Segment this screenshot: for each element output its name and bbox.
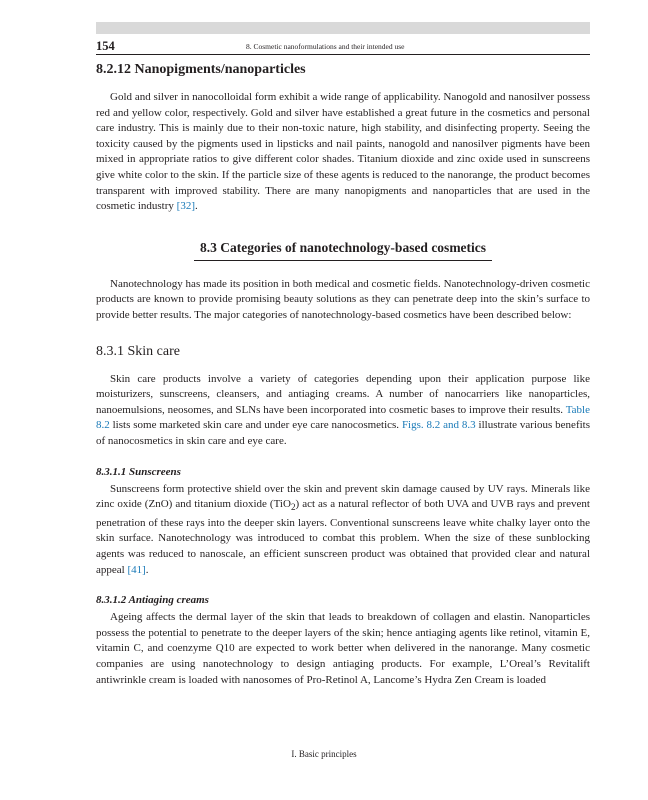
- section-title-8-2-12: 8.2.12 Nanopigments/nanoparticles: [96, 62, 306, 77]
- spacer: [96, 450, 590, 466]
- paragraph-antiaging: Ageing affects the dermal layer of the skin that leads to breakdown of collagen and elastin. Nanoparticles possess the potential to penetrate to the deeper layers of the skin; hence antiaging agents like retinol, vitamin E, vitamin C, and coenzyme Q10 are expected to work better when delivered in the nanorange. Many cosmetic companies are using nanotechnology to design antiaging products. For example, L’Oreal’s Revitalift antiwrinkle cream is loaded with nanosomes of Pro-Retinol A, Lancome’s Hydra Zen Cream is loaded: [96, 611, 590, 686]
- citation-link[interactable]: [32]: [176, 200, 195, 213]
- spacer: [96, 578, 590, 594]
- paragraph-sunscreens: Sunscreens form protective shield over the skin and prevent skin damage caused by UV rays. Minerals like zinc oxide (ZnO) and titanium dioxide (TiO$_2$) act as a natural reflector of both UVA and UVB rays and prevent penetration of these rays into the deeper skin layers. Conventional sunscreens leave white chalky layer onto the skin surface. Nanotechnology was introduced to combat this problem. When the size of these sunblocking agents was reduced to nanoscale, an efficient sunscreen product was obtained that provided clear and natural appeal [41].: [96, 482, 590, 576]
- running-header: [96, 38, 590, 55]
- page-body: [96, 62, 590, 688]
- paragraph-categories: Nanotechnology has made its position in both medical and cosmetic fields. Nanotechnology-driven cosmetic products are known to provide promising beauty solutions as they can penetrate deep into the skin’s surface to provide better results. The major categories of nanotechnology-based cosmetics have been described below:: [96, 277, 590, 321]
- citation-link[interactable]: [41]: [127, 563, 146, 576]
- section-heading-8-3-wrap: [96, 239, 590, 261]
- section-heading-8-3: 8.3 Categories of nanotechnology-based cosmetics: [194, 240, 492, 261]
- paragraph-nanopigments: Gold and silver in nanocolloidal form exhibit a wide range of applicability. Nanogold and nanosilver possess red and yellow color, respectively. Gold and silver have established a great future in the cosmetics and personal care industry. This is mainly due to their non-toxic nature, high stability, and disinfecting property. Seeing the toxicity caused by the pigments used in lipsticks and nail paints, nanogold and nanosilver pigments have been mixed in appropriate ratios to give different color shades. Titanium dioxide and zinc oxide used in sunscreens give white color to the skin. If the particle size of these agents is reduced to the nanorange, the product becomes transparent with improved stability. There are many nanopigments and nanoparticles that are used in the cosmetic industry [32].: [96, 91, 590, 213]
- figs-ref-link[interactable]: Figs. 8.2 and 8.3: [401, 419, 476, 432]
- running-head: 8. Cosmetic nanoformulations and their intended use: [246, 42, 405, 51]
- header-bar: [96, 22, 590, 34]
- paragraph-skin-care: Skin care products involve a variety of categories depending upon their application purpose like moisturizers, sunscreens, cleansers, and antiaging creams. A number of nanocarriers like nanoparticles, nanoemulsions, neosomes, and SLNs have been incorporated into cosmetic bases to improve their results. Table 8.2 lists some marketed skin care and under eye care nanocosmetics. Figs. 8.2 and 8.3 illustrate various benefits of nanocosmetics in skin care and eye care.: [96, 372, 590, 447]
- table-ref-link[interactable]: Table 8.2: [96, 403, 590, 432]
- page-footer: I. Basic principles: [291, 749, 357, 759]
- spacer: [96, 324, 590, 344]
- section-title-8-3-1: 8.3.1 Skin care: [96, 343, 180, 359]
- page-number: 154: [96, 39, 115, 53]
- section-title-8-3-1-2: 8.3.1.2 Antiaging creams: [96, 594, 209, 607]
- section-title-8-3-1-1: 8.3.1.1 Sunscreens: [96, 465, 181, 478]
